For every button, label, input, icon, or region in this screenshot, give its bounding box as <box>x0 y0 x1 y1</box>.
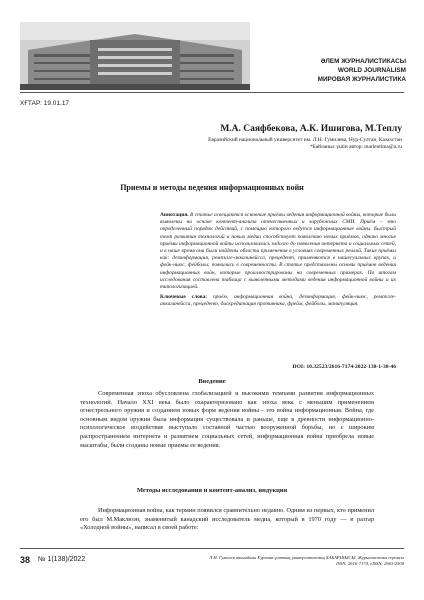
footer-journal-name: Л.Н. Гумилев атындағы Еуразия ұлттық университетінің ХАБАРШЫСЫ. Журналистика сериясы <box>209 555 404 560</box>
methods-paragraph: Информационная война, как термин появился сравнительно недавно. Одним из первых, кто применил его был М.Маклюэн, знаменитый канадский исследователь медиа, который в 1970 году — в разгар «Холодной войны», написал в своей работе: <box>80 507 374 532</box>
keywords-text: приём, информационная война, дезинформация, фейк-ньюс, ремпъзге-аккалинейсса, прецедент, дискредитация противника, фрейм, фейболы, манипуляция. <box>160 294 396 308</box>
journal-title-kz: ӘЛЕМ ЖУРНАЛИСТИКАСЫ <box>320 58 406 65</box>
affiliation-line: Евразийский национальный университет им. Л.Н. Гумилева, Нур-Султан, Казахстан <box>208 137 402 143</box>
intro-paragraph: Современная эпоха обусловлена глобализацией и высокими темпами развития информационных технологий. Начало XXI века было охарактеризовано как эпоха века с меньшим применением огнестрельного оружия и созданием новых форм ведения войны - это война информационная. Война, где основным видом оружия была информация существовала и раньше, еще в древности информационно-психологическое воздействие выступало составной частью вооруженной борьбы, но с широким распространением интернета и развитием социальных сетей, информационная война приобрела новые масштабы, были созданы новые приемы ее ведения. <box>80 390 374 449</box>
abstract-text: В статье освещаются основные приёмы ведения информационной войны, которые были выявлены на основе контент-анализа отечественных и зарубежных СМИ. Приём – это определенный порядок действий, с помощью которого ведутся информационные войны. Быстрый темп развития технологий и новых медиа способствует появлению новых приёмов, однако многие приёмы информационной войны использовались задолго до появления интернета и социальных сетей, и в наше время они были найдены области применения в условиях современных реалий. Такие приёмы как: дезинформация, ремпъзге-аккалинейсса, прецедент, применяются в нашесуальных крупах, и фейк-ньюс, фейболы; появились в современности. В статье представлены основы приёмов ведения информационных войн, которые проиллюстрированы на современных примерах. По итогам исследования составлена таблица с выявленными методами ведения информационной войны и их типологизацией. <box>160 212 396 291</box>
abstract-label: Аннотация. <box>160 212 189 218</box>
page-number: 38 <box>20 555 31 565</box>
journal-title-en: WORLD JOURNALISM <box>337 67 406 74</box>
journal-titles <box>318 57 406 84</box>
journal-header-image <box>20 22 250 90</box>
footer-journal-info <box>209 555 404 567</box>
methods-heading: Методы исследования и контент-анализ, индукция <box>136 487 288 494</box>
corresponding-author: *Байланыс үшін автор: marlentima@a.ru <box>309 144 402 150</box>
article-title: Приемы и методы ведения информационных войн <box>120 183 304 192</box>
authors: М.А. Саяфбекова, А.К. Ишигова, М.Теплу <box>220 124 402 134</box>
affiliation <box>208 137 402 151</box>
issue-number: № 1(138)/2022 <box>38 556 86 563</box>
footer-divider <box>20 548 404 549</box>
doi: DOI: 10.32523/2616-7174-2022-138-1-38-46 <box>292 364 396 370</box>
abstract <box>160 212 396 309</box>
footer-issn: ISSN: 2616-7174, eISSN: 2663-2500 <box>336 561 404 566</box>
journal-title-ru: МИРОВАЯ ЖУРНАЛИСТИКА <box>317 76 406 83</box>
mrnti-code: ХҒТАР: 19.01.17 <box>20 100 70 107</box>
header-divider <box>20 92 404 93</box>
keywords-label: Ключевые слова: <box>160 294 208 301</box>
intro-heading: Введение <box>198 378 226 385</box>
